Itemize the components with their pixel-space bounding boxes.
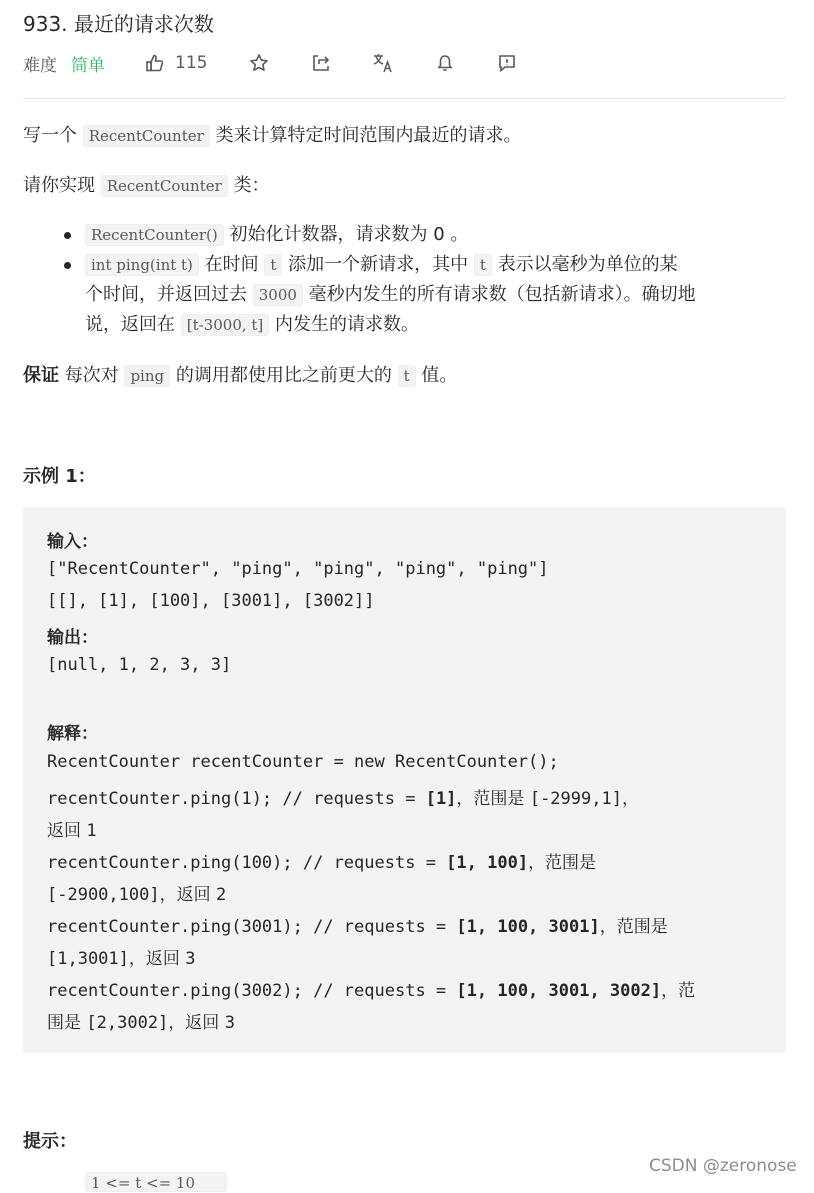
text: 的调用都使用比之前更大的 (170, 365, 398, 386)
text: 在时间 (198, 254, 265, 275)
comment-text: 返回 (47, 821, 87, 841)
feedback-icon[interactable] (495, 51, 519, 75)
difficulty-label: 难度 (23, 55, 57, 76)
code-line (47, 1008, 235, 1033)
code-line (47, 784, 639, 809)
code-line (47, 719, 98, 744)
code-bold: [1, 100] (446, 853, 529, 873)
code-line: RecentCounter recentCounter = new RecentCounter(); (47, 752, 559, 772)
comment-text: ，返回 (159, 885, 216, 905)
comment-text: ， (621, 789, 639, 809)
code-text: 1 (86, 821, 97, 841)
code-text: [1,3001] (47, 949, 129, 969)
input-label: 输入： (47, 532, 98, 552)
code-text: recentCounter.ping(3001); // requests = (47, 917, 457, 937)
bullet (64, 232, 71, 239)
code-line: [null, 1, 2, 3, 3] (47, 655, 232, 675)
code-line (47, 976, 695, 1001)
text: 个时间，并返回过去 (85, 284, 253, 305)
description-paragraph-1 (23, 121, 522, 151)
code-text: 2 (216, 885, 227, 905)
code-text: [-2900,100] (47, 885, 160, 905)
comment-text: ，范围是 (599, 917, 668, 937)
inline-code: RecentCounter (83, 125, 210, 147)
inline-code: t (474, 254, 492, 276)
text: 内发生的请求数。 (269, 314, 420, 335)
like-count: 115 (175, 53, 208, 73)
output-label: 输出： (47, 628, 98, 648)
inline-code: ping (124, 365, 170, 387)
text: 值。 (415, 365, 458, 386)
text: 每次对 (59, 365, 125, 386)
comment-text: ，范围是 (456, 789, 530, 809)
comment-text: ，返回 (168, 1013, 225, 1033)
translate-icon[interactable] (371, 51, 395, 75)
problem-title: 933. 最近的请求次数 (23, 12, 214, 36)
code-line (47, 944, 196, 969)
bell-icon[interactable] (433, 51, 457, 75)
example-heading: 示例 1： (23, 466, 96, 487)
code-text: recentCounter.ping(100); // requests = (47, 853, 447, 873)
code-text: [-2999,1] (529, 789, 622, 809)
difficulty-badge: 简单 (71, 55, 105, 76)
code-line (47, 623, 98, 648)
like-button[interactable] (143, 51, 207, 75)
problem-meta-bar (23, 50, 786, 76)
text: 说，返回在 (85, 314, 181, 335)
constraint-code-partial: 1 <= t <= 10 (85, 1172, 227, 1192)
bullet (64, 262, 71, 269)
share-icon[interactable] (309, 51, 333, 75)
inline-code: 3000 (253, 284, 303, 306)
explain-label: 解释： (47, 724, 98, 744)
code-line (47, 816, 97, 841)
csdn-watermark: CSDN @zeronose (649, 1156, 797, 1176)
tips-heading: 提示： (23, 1131, 77, 1152)
code-line (47, 912, 668, 937)
code-line: ["RecentCounter", "ping", "ping", "ping", "ping"] (47, 559, 549, 579)
code-line: [[], [1], [100], [3001], [3002]] (47, 591, 375, 611)
text: 请你实现 (23, 175, 101, 196)
comment-text: 围是 (47, 1013, 87, 1033)
code-text: 3 (185, 949, 196, 969)
inline-code: RecentCounter() (85, 224, 224, 246)
example-code-block (23, 507, 786, 1053)
star-icon[interactable] (247, 51, 271, 75)
code-text: recentCounter.ping(1); // requests = (47, 789, 426, 809)
text: 初始化计数器，请求数为 0 。 (223, 224, 469, 245)
description-paragraph-2 (23, 171, 270, 201)
code-bold: [1, 100, 3001] (456, 917, 600, 937)
comment-text: ，范 (661, 981, 696, 1001)
inline-code: int ping(int t) (85, 254, 199, 276)
text: 表示以毫秒为单位的某 (491, 254, 678, 275)
guarantee-paragraph (23, 361, 457, 391)
text: 类： (227, 175, 270, 196)
inline-code: t (398, 365, 416, 387)
text: 添加一个新请求，其中 (282, 254, 474, 275)
text: 毫秒内发生的所有请求数（包括新请求）。确切地 (302, 284, 696, 305)
inline-code: t (264, 254, 282, 276)
inline-code: [t-3000, t] (181, 314, 270, 336)
method-list (85, 220, 785, 340)
code-bold: [1] (425, 789, 457, 809)
list-item (85, 220, 785, 250)
inline-code: RecentCounter (101, 175, 228, 197)
list-item (85, 250, 785, 340)
header-divider (23, 98, 786, 99)
code-text: [2,3002] (86, 1013, 169, 1033)
thumbs-up-icon (143, 51, 167, 75)
code-line (47, 527, 98, 552)
code-text: recentCounter.ping(3002); // requests = (47, 981, 457, 1001)
text: 写一个 (23, 125, 83, 146)
code-line (47, 880, 226, 905)
code-text: 3 (224, 1013, 235, 1033)
comment-text: ，范围是 (528, 853, 597, 873)
code-bold: [1, 100, 3001, 3002] (456, 981, 662, 1001)
code-line (47, 848, 596, 873)
text: 类来计算特定时间范围内最近的请求。 (209, 125, 522, 146)
guarantee-label: 保证 (23, 365, 59, 386)
comment-text: ，返回 (128, 949, 186, 969)
